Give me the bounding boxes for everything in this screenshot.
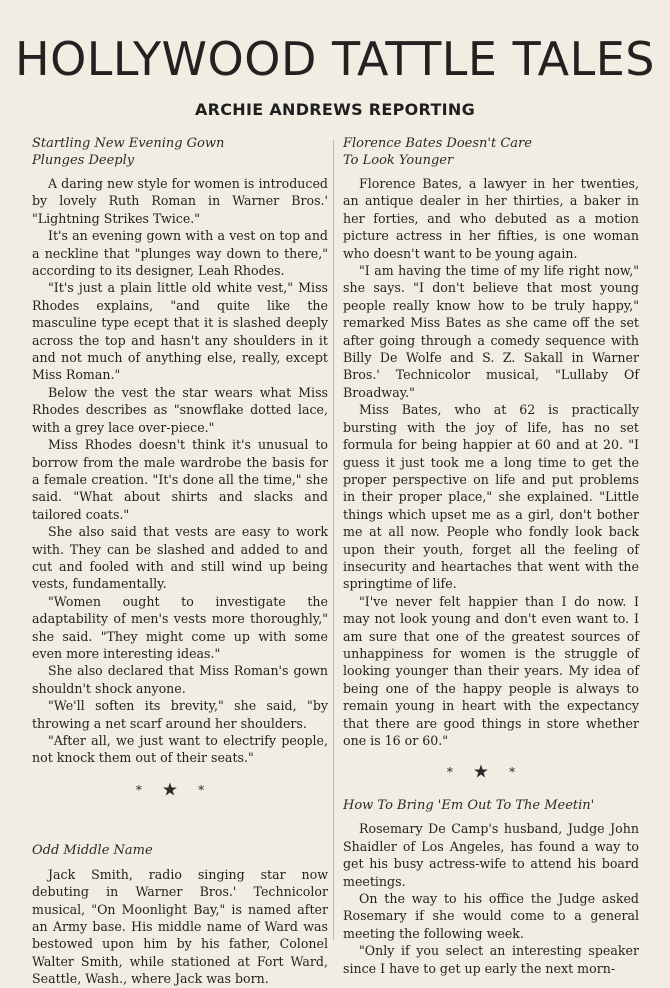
article-odd-middle-name — [32, 843, 328, 987]
masthead-title: HOLLYWOOD TATTLE TALES — [15, 32, 655, 86]
article-evening-gown — [32, 136, 328, 767]
star-icon: ★ — [472, 761, 510, 783]
article-headline: How To Bring 'Em Out To The Meetin' — [343, 797, 595, 813]
paragraph: It's an evening gown with a vest on top and a neckline that "plunges way down to there," according to its designer, Leah Rhodes. — [32, 228, 328, 279]
paragraph: A daring new style for women is introduced by lovely Ruth Roman in Warner Bros.' "Lightning Strikes Twice." — [32, 176, 328, 226]
byline: ARCHIE ANDREWS REPORTING — [194, 100, 476, 119]
column-divider — [333, 140, 334, 940]
star-icon: * — [446, 765, 473, 780]
paragraph: Miss Rhodes doesn't think it's unusual to borrow from the male wardrobe the basis for a female creation. "It's done all the time," she said. "What about shirts and slacks and tailored coats." — [32, 437, 328, 522]
paragraph: "We'll soften its brevity," she said, "by throwing a net scarf around her shoulders. — [32, 698, 328, 731]
paragraph: Rosemary De Camp's husband, Judge John Shaidler of Los Angeles, has found a way to get his busy actress-wife to attend his board meetings. — [343, 821, 639, 889]
star-separator — [32, 781, 328, 800]
paragraph: She also said that vests are easy to work with. They can be slashed and added to and cut and fooled with and still wind up being vests, fundamentally. — [32, 524, 328, 592]
paragraph: She also declared that Miss Roman's gown shouldn't shock anyone. — [32, 663, 328, 696]
star-icon: * — [198, 782, 225, 797]
paragraph: Jack Smith, radio singing star now debuting in Warner Bros.' Technicolor musical, "On Moonlight Bay," is named after an Army base. His middle name of Ward was bestowed upon him by his father, Colonel Walter Smith, while stationed at Fort Ward, Seattle, Wash., where Jack was born. — [32, 866, 328, 987]
paragraph: "Only if you select an interesting speaker since I have to get up early the next morn- — [343, 943, 639, 976]
paragraph: "After all, we just want to electrify people, not knock them out of their seats." — [32, 733, 328, 766]
star-separator — [343, 763, 639, 782]
paragraph: Miss Bates, who at 62 is practically bursting with the joy of life, has no set formula for being happier at 60 and at 20. "I guess it just took me a long time to get the proper perspective on life and put problems in their proper place," she explained. "Little things which upset me as a girl, don't bother me at all now. People who fondly look back upon their youth, forget all the feeling of insecurity and heartaches that went with the springtime of life. — [343, 402, 639, 592]
paragraph: Below the vest the star wears what Miss Rhodes describes as "snowflake dotted lace, with a grey lace over-piece." — [32, 384, 328, 435]
article-florence-bates — [343, 136, 639, 749]
article-headline: Odd Middle Name — [32, 843, 153, 859]
star-icon: * — [135, 782, 162, 797]
article-meetin — [343, 798, 639, 977]
right-column — [343, 136, 639, 977]
star-icon: ★ — [161, 779, 199, 801]
paragraph: "It's just a plain little old white vest," Miss Rhodes explains, "and quite like the masculine type ecept that it is slashed deeply across the top and hasn't any shoulders in it and not much of anything else, really, except Miss Roman." — [32, 280, 328, 383]
paragraph: "I am having the time of my life right now," she says. "I don't believe that most young people really know how to be truly happy," remarked Miss Bates as she came off the set after going through a comedy sequence with Billy De Wolfe and S. Z. Sakall in Warner Bros.' Technicolor musical, "Lullaby Of Broadway." — [343, 263, 639, 400]
paragraph: On the way to his office the Judge asked Rosemary if she would come to a general meeting the following week. — [343, 891, 639, 941]
left-column — [32, 136, 328, 988]
paragraph: Florence Bates, a lawyer in her twenties, an antique dealer in her thirties, a baker in her forties, and who debuted as a motion picture actress in her fifties, is one woman who doesn't want to be young again. — [343, 176, 639, 261]
paragraph: "I've never felt happier than I do now. I may not look young and don't even want to. I am sure that one of the greatest sources of unhappiness for women is the struggle of looking younger than their years. My idea of being one of the happy people is always to remain young in heart with the expectancy that there are good things in store whether one is 16 or 60." — [343, 593, 639, 748]
article-headline: Startling New Evening Gown Plunges Deeply — [32, 136, 225, 168]
paragraph: "Women ought to investigate the adaptability of men's vests more thoroughly," she said. "They might come up with some even more interesting ideas." — [32, 593, 328, 661]
star-icon: * — [509, 765, 536, 780]
article-headline: Florence Bates Doesn't Care To Look Younger — [343, 136, 532, 168]
